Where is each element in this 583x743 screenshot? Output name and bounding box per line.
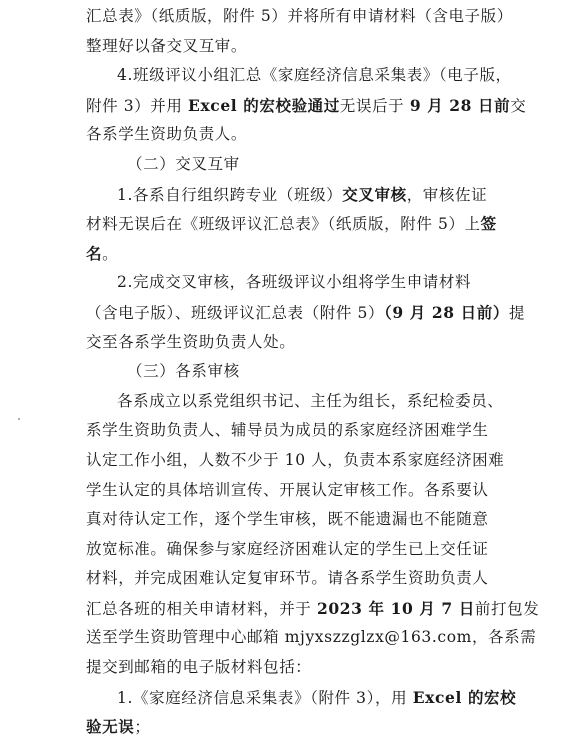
text-line-10 — [86, 268, 543, 298]
text-line-19 — [86, 535, 543, 565]
text: ，各系需 — [471, 628, 537, 647]
bold-text: 名 — [86, 243, 103, 263]
text: ； — [134, 718, 151, 737]
text: 系学生资助负责人、辅导员为成员的系家庭经济困难学生 — [86, 421, 489, 440]
text-line-1 — [86, 2, 543, 32]
text-line-14 — [86, 387, 543, 417]
text: 1.《家庭经济信息采集表》（附件 3），用 — [117, 688, 413, 707]
text-line-8 — [86, 209, 543, 239]
text-line-12 — [86, 328, 543, 358]
text-line-25 — [86, 712, 543, 742]
bold-text: Excel 的宏校验通过 — [188, 95, 340, 115]
text: 材料，并完成困难认定复审环节。请各系学生资助负责人 — [86, 569, 489, 588]
text: 学生认定的具体培训宣传、开展认定审核工作。各系要认 — [86, 480, 489, 499]
bold-text: 2023 年 10 月 7 日 — [316, 598, 475, 618]
text-line-2 — [86, 32, 543, 62]
text: 汇总表》（纸质版，附件 5）并将所有申请材料（含电子版） — [86, 7, 513, 25]
text: 材料无误后在《班级评议汇总表》（纸质版，附件 5）上 — [86, 215, 481, 234]
text-line-11 — [86, 298, 543, 328]
text-line-16 — [86, 446, 543, 476]
bold-text: 验无误 — [86, 717, 135, 737]
text-line-5 — [86, 120, 543, 150]
heading-text: （三）各系审核 — [127, 362, 240, 381]
bold-text: 签 — [480, 214, 497, 234]
text: 整理好以备交叉互审。 — [86, 36, 248, 55]
text-line-24 — [86, 683, 543, 713]
text-line-9 — [86, 239, 543, 269]
text-line-17 — [86, 476, 543, 506]
bold-text: Excel 的宏校 — [412, 687, 517, 707]
bold-text: 9 月 28 日前 — [409, 95, 511, 115]
section-heading-2 — [86, 150, 543, 180]
text-line-21 — [86, 594, 543, 624]
text: ，审核佐证 — [406, 185, 488, 204]
section-heading-3 — [86, 357, 543, 387]
text: 无误后于 — [339, 96, 410, 115]
text: 各系学生资助负责人。 — [86, 125, 248, 144]
text: 认定工作小组，人数不少于 10 人，负责本系家庭经济困难 — [86, 450, 505, 469]
text: 2.完成交叉审核，各班级评议小组将学生申请材料 — [117, 273, 472, 292]
text: 1.各系自行组织跨专业（班级） — [117, 185, 343, 204]
scan-speck — [18, 418, 20, 420]
text-line-15 — [86, 416, 543, 446]
text: 附件 3）并用 — [86, 96, 189, 115]
text: 前打包发 — [474, 599, 540, 618]
text: 各系成立以系党组织书记、主任为组长，系纪检委员、 — [117, 391, 504, 410]
text-line-23 — [86, 653, 543, 683]
text: 提 — [508, 303, 526, 322]
email-address: mjyxszzglzx@163.com — [284, 628, 472, 647]
text: 交至各系学生资助负责人处。 — [86, 332, 296, 351]
text-line-22 — [86, 623, 543, 653]
text: 送至学生资助管理中心邮箱 — [86, 628, 285, 647]
bold-text: 交叉审核 — [342, 184, 407, 204]
text-line-7 — [86, 180, 543, 210]
bold-text: （9 月 28 日前） — [384, 302, 509, 322]
text-line-3 — [86, 61, 543, 91]
text: 交 — [510, 96, 527, 115]
text-line-20 — [86, 564, 543, 594]
text-line-18 — [86, 505, 543, 535]
text-line-4 — [86, 91, 543, 121]
text: 真对待认定工作，逐个学生审核，既不能遗漏也不能随意 — [86, 510, 489, 529]
text: （含电子版）、班级评议汇总表（附件 5） — [86, 303, 385, 322]
heading-text: （二）交叉互审 — [127, 154, 240, 173]
text: 提交到邮箱的电子版材料包括： — [86, 658, 312, 677]
text: 4.班级评议小组汇总《家庭经济信息采集表》（电子版， — [117, 66, 512, 85]
text: 放宽标准。确保参与家庭经济困难认定的学生已上交任证 — [86, 539, 489, 558]
text: 。 — [102, 244, 119, 263]
text: 汇总各班的相关申请材料，并于 — [86, 599, 317, 618]
